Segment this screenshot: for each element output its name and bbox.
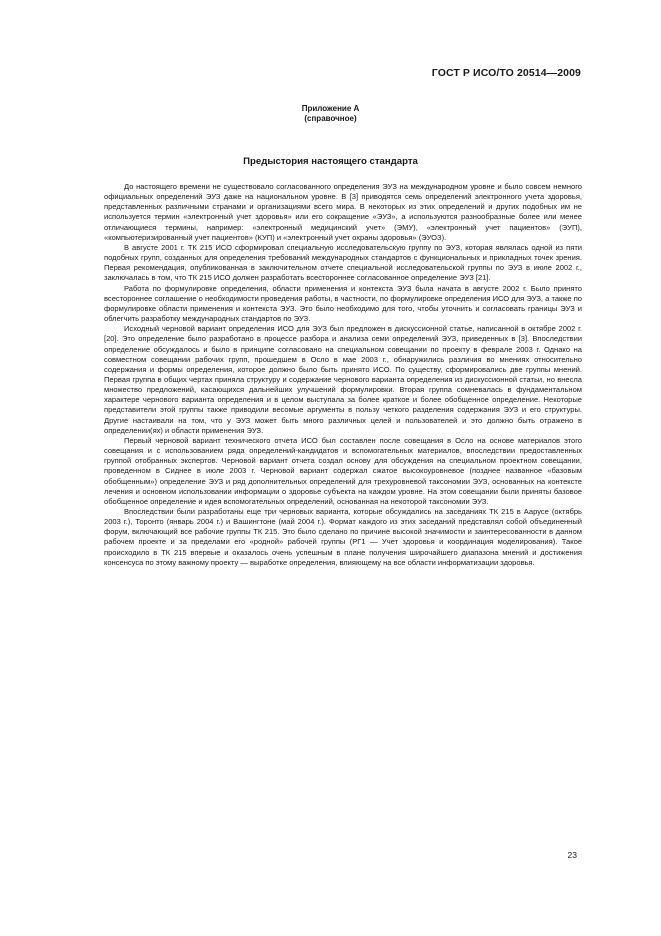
section-title: Предыстория настоящего стандарта <box>243 156 418 167</box>
body-text <box>104 182 582 568</box>
annex-type: (справочное) <box>304 114 357 123</box>
paragraph: Первый черновой вариант технического отчета ИСО был составлен после совещания в Осло на основе материалов этого совещания и с использованием ряда определений-кандидатов и вспомогательных материалов, впоследствии предоставленных группой отобранных экспертов. Черновой вариант отчета создал основу для обсуждения на специальном проектном совещании, проведенном в Сиднее в июле 2003 г. Черновой вариант содержал сжатое высокоуровневое (позднее названное «базовым обобщенным») определение ЭУЗ и ряд дополнительных определений для трехуровневой таксономии ЭУЗ, основанных на контексте лечения и основном использовании информации о здоровье субъекта на каждом уровне. На этом совещании были приняты базовое обобщенное определение и идея вспомогательных определений, основанная на некоторой таксономии ЭУЗ. <box>104 435 582 506</box>
annex-title: Приложение А <box>301 104 360 113</box>
paragraph: Работа по формулировке определения, области применения и контекста ЭУЗ была начата в августе 2002 г. Было принято всестороннее соглашение о необходимости проведения работы, в частности, по формулировке определения ИСО для ЭУЗ, а также по формулировке области применения и контекста ЭУЗ. Это было необходимо для того, чтобы уточнить и согласовать границы ЭУЗ и облегчить разработку международных стандартов по ЭУЗ. <box>104 283 582 324</box>
annex-heading <box>0 104 661 124</box>
paragraph: Впоследствии были разработаны еще три черновых варианта, которые обсуждались на заседаниях ТК 215 в Аарусе (октябрь 2003 г.), Торонто (январь 2004 г.) и Вашингтоне (май 2004 г.). Формат каждого из этих заседаний представлял собой объединенный форум, включающий все рабочие группы ТК 215. Это было сделано по причине высокой значимости и заинтересованности в данном рабочем проекте и за пределами его «родной» рабочей группы (РГ1 — Учет здоровья и координация моделирования). Такое происходило в ТК 215 впервые и оказалось очень успешным в плане получения широчайшего диапазона мнений и достижения консенсуса по этому важному проекту — выработке определения, влияющему на все области информатизации здоровья. <box>104 507 582 567</box>
paragraph: Исходный черновой вариант определения ИСО для ЭУЗ был предложен в дискуссионной статье, написанной в октябре 2002 г. [20]. Это определение было разработано в процессе разбора и анализа семи определений ЭУЗ, приведенных в [3]. Впоследствии определение обсуждалось и было в принципе согласовано на специальном совещании по проекту в феврале 2003 г. Однако на совместном совещании рабочих групп, прошедшем в Осло в мае 2003 г., обнаружились различия во мнениях относительно содержания и формы определения, которое должно было быть принято ИСО. По существу, сформировались две группы мнений. Первая группа в общих чертах приняла структуру и содержание чернового варианта определения из дискуссионной статьи, но внесла множество предложений, касающихся дальнейших улучшений формулировки. Вторая группа сомневалась в фундаментальном характере чернового варианта определения и в целом выступала за более краткое и более обобщенное определение. Некоторые представители этой группы также приводили весомые аргументы в пользу четкого разделения содержания ЭУЗ и его структуры. Другие настаивали на том, что у ЭУЗ может быть много различных целей и пользователей и это должно быть отражено в определении(ях) и области применения ЭУЗ. <box>104 324 582 435</box>
paragraph: До настоящего времени не существовало согласованного определения ЭУЗ на международном уровне и было совсем немного официальных определений ЭУЗ даже на национальном уровне. В [3] приводятся семь определений электронного учета здоровья, представленных различными странами и организациями всего мира. В некоторых из этих определений и других подобных им не используется термин «электронный учет здоровья» или его сокращение «ЭУЗ», а используются разнообразные более или менее отличающиеся термины, например: «электронный медицинский учет» (ЭМУ), «электронный учет пациентов» (ЭУП), «компьютеризированный учет пациентов» (КУП) и «электронный учет охраны здоровья» (ЭУОЗ). <box>104 182 582 242</box>
paragraph: В августе 2001 г. ТК 215 ИСО сформировал специальную исследовательскую группу по ЭУЗ, которая являлась одной из пяти подобных групп, созданных для определения требований международных стандартов с функциональных и прикладных точек зрения. Первая рекомендация, опубликованная в заключительном отчете специальной исследовательской группы по ЭУЗ в июле 2002 г., заключалась в том, что ТК 215 ИСО должен разработать всестороннее согласованное определение ЭУЗ [21]. <box>104 242 582 283</box>
standard-code-header: ГОСТ Р ИСО/ТО 20514—2009 <box>431 67 581 79</box>
page-number: 23 <box>567 850 577 860</box>
